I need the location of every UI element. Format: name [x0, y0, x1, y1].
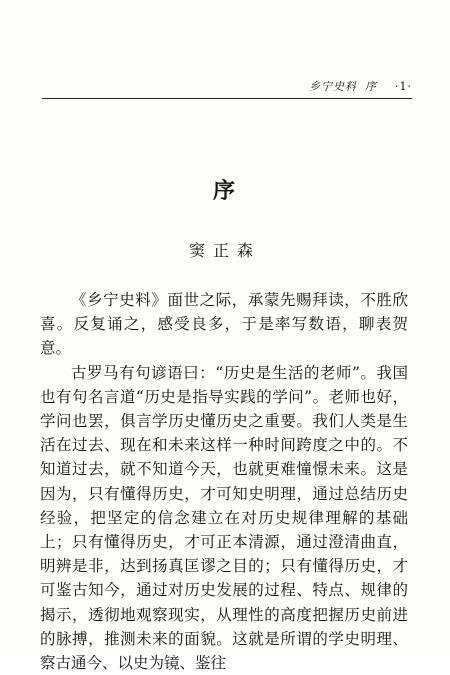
running-head-section: 序 — [365, 80, 377, 93]
running-head — [42, 78, 412, 99]
author-name: 窦正森 — [188, 241, 261, 260]
page-number: ·1· — [395, 80, 412, 93]
paragraph: 古罗马有句谚语曰：“历史是生活的老师”。我国也有句名言道“历史是指导实践的学问”。老师也好，学问也罢，俱言学历史懂历史之重要。我们人类是生活在过去、现在和未来这样一种时间跨度之中的。不知道过去，就不知道今天，也就更难憧憬未来。这是因为，只有懂得历史，才可知史明理，通过总结历史经验，把坚定的信念建立在对历史规律理解的基础上；只有懂得历史，才可正本清源，通过澄清曲直，明辨是非，达到扬真匡谬之目的；只有懂得历史，才可鉴古知今，通过对历史发展的过程、特点、规律的揭示，透彻地观察现实，从理性的高度把握历史前进的脉搏，推测未来的面貌。这就是所谓的学史明理、察古通今、以史为镜、鉴往 — [40, 363, 408, 673]
body-text — [40, 288, 408, 675]
page-title: 序 — [212, 178, 237, 204]
paragraph: 《乡宁史料》面世之际，承蒙先赐拜读，不胜欣喜。反复诵之，感受良多，于是率写数语，聊表贺意。 — [40, 291, 408, 358]
running-head-book-title: 乡宁史料 — [309, 80, 357, 93]
